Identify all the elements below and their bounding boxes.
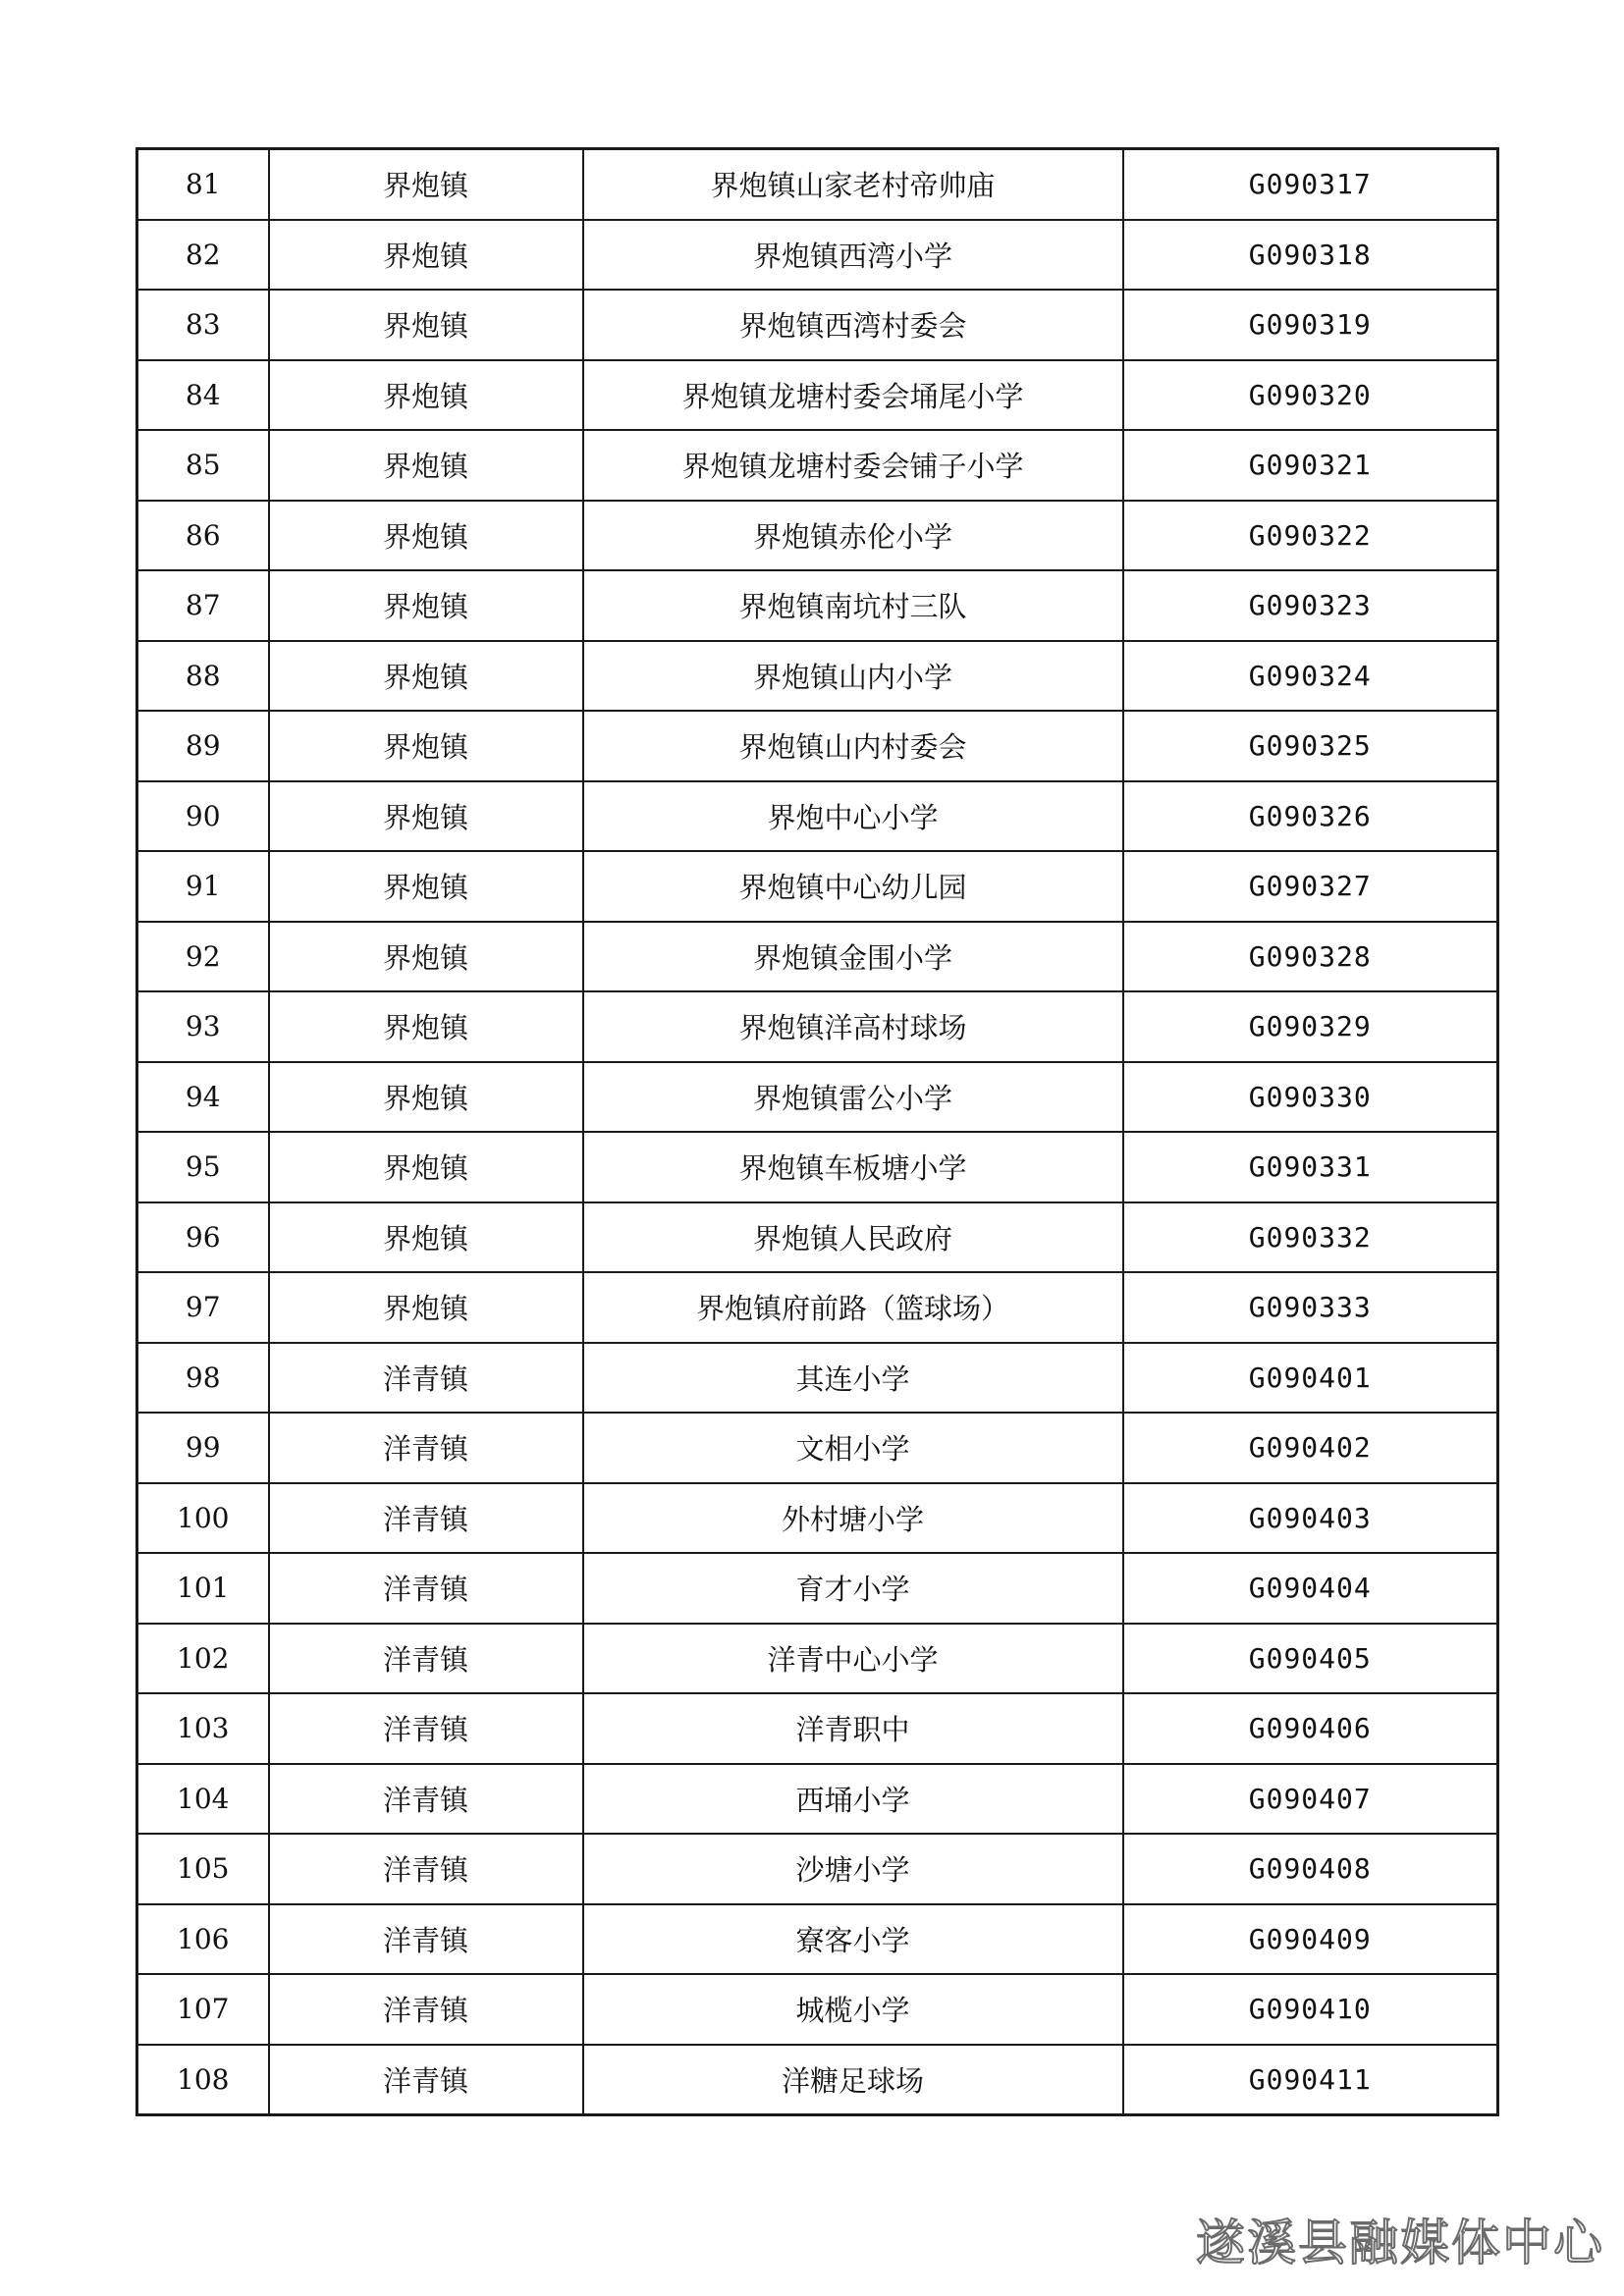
table-row xyxy=(137,2045,1498,2115)
location-cell: 界炮镇山家老村帝帅庙 xyxy=(583,149,1123,220)
table-row xyxy=(137,220,1498,291)
table-body xyxy=(137,149,1498,2115)
watermark-text: 遂溪县融媒体中心 xyxy=(1196,2215,1604,2271)
town-cell: 界炮镇 xyxy=(269,781,583,852)
row-number-cell: 106 xyxy=(137,1904,269,1975)
site-code-cell: G090324 xyxy=(1123,641,1498,712)
location-cell: 界炮镇金围小学 xyxy=(583,922,1123,992)
row-number-cell: 91 xyxy=(137,851,269,922)
site-list-table xyxy=(135,147,1499,2116)
town-cell: 洋青镇 xyxy=(269,1974,583,2045)
row-number-cell: 90 xyxy=(137,781,269,852)
town-cell: 界炮镇 xyxy=(269,1132,583,1202)
table-row xyxy=(137,1132,1498,1202)
site-code-cell: G090317 xyxy=(1123,149,1498,220)
row-number-cell: 101 xyxy=(137,1553,269,1624)
town-cell: 界炮镇 xyxy=(269,851,583,922)
row-number-cell: 86 xyxy=(137,501,269,571)
location-cell: 洋青职中 xyxy=(583,1693,1123,1764)
table-row xyxy=(137,851,1498,922)
row-number-cell: 81 xyxy=(137,149,269,220)
table-row xyxy=(137,570,1498,641)
document-table-container xyxy=(135,147,1496,2116)
site-code-cell: G090404 xyxy=(1123,1553,1498,1624)
row-number-cell: 85 xyxy=(137,430,269,501)
location-cell: 界炮镇人民政府 xyxy=(583,1202,1123,1273)
table-row xyxy=(137,1624,1498,1694)
site-code-cell: G090408 xyxy=(1123,1834,1498,1904)
table-row xyxy=(137,1483,1498,1554)
location-cell: 育才小学 xyxy=(583,1553,1123,1624)
town-cell: 界炮镇 xyxy=(269,220,583,291)
table-row xyxy=(137,290,1498,360)
site-code-cell: G090406 xyxy=(1123,1693,1498,1764)
row-number-cell: 97 xyxy=(137,1272,269,1343)
site-code-cell: G090402 xyxy=(1123,1413,1498,1483)
row-number-cell: 108 xyxy=(137,2045,269,2115)
site-code-cell: G090409 xyxy=(1123,1904,1498,1975)
site-code-cell: G090331 xyxy=(1123,1132,1498,1202)
location-cell: 沙塘小学 xyxy=(583,1834,1123,1904)
site-code-cell: G090321 xyxy=(1123,430,1498,501)
location-cell: 西埇小学 xyxy=(583,1764,1123,1835)
table-row xyxy=(137,430,1498,501)
row-number-cell: 107 xyxy=(137,1974,269,2045)
town-cell: 洋青镇 xyxy=(269,1343,583,1414)
site-code-cell: G090401 xyxy=(1123,1343,1498,1414)
site-code-cell: G090327 xyxy=(1123,851,1498,922)
site-code-cell: G090328 xyxy=(1123,922,1498,992)
row-number-cell: 83 xyxy=(137,290,269,360)
location-cell: 寮客小学 xyxy=(583,1904,1123,1975)
town-cell: 洋青镇 xyxy=(269,2045,583,2115)
location-cell: 界炮镇龙塘村委会埇尾小学 xyxy=(583,360,1123,431)
location-cell: 界炮镇西湾村委会 xyxy=(583,290,1123,360)
row-number-cell: 105 xyxy=(137,1834,269,1904)
town-cell: 界炮镇 xyxy=(269,430,583,501)
row-number-cell: 84 xyxy=(137,360,269,431)
location-cell: 界炮镇雷公小学 xyxy=(583,1062,1123,1133)
row-number-cell: 92 xyxy=(137,922,269,992)
location-cell: 界炮镇山内村委会 xyxy=(583,711,1123,781)
table-row xyxy=(137,1834,1498,1904)
row-number-cell: 82 xyxy=(137,220,269,291)
location-cell: 界炮镇山内小学 xyxy=(583,641,1123,712)
town-cell: 界炮镇 xyxy=(269,501,583,571)
location-cell: 界炮镇赤伦小学 xyxy=(583,501,1123,571)
site-code-cell: G090333 xyxy=(1123,1272,1498,1343)
row-number-cell: 103 xyxy=(137,1693,269,1764)
table-row xyxy=(137,1062,1498,1133)
row-number-cell: 89 xyxy=(137,711,269,781)
row-number-cell: 98 xyxy=(137,1343,269,1414)
town-cell: 洋青镇 xyxy=(269,1624,583,1694)
location-cell: 城榄小学 xyxy=(583,1974,1123,2045)
row-number-cell: 93 xyxy=(137,991,269,1062)
site-code-cell: G090403 xyxy=(1123,1483,1498,1554)
table-row xyxy=(137,501,1498,571)
location-cell: 界炮镇洋高村球场 xyxy=(583,991,1123,1062)
town-cell: 洋青镇 xyxy=(269,1693,583,1764)
table-row xyxy=(137,360,1498,431)
table-row xyxy=(137,1272,1498,1343)
town-cell: 洋青镇 xyxy=(269,1764,583,1835)
location-cell: 文相小学 xyxy=(583,1413,1123,1483)
table-row xyxy=(137,1553,1498,1624)
town-cell: 界炮镇 xyxy=(269,1272,583,1343)
row-number-cell: 96 xyxy=(137,1202,269,1273)
location-cell: 界炮镇南坑村三队 xyxy=(583,570,1123,641)
town-cell: 界炮镇 xyxy=(269,1202,583,1273)
town-cell: 界炮镇 xyxy=(269,149,583,220)
table-row xyxy=(137,991,1498,1062)
table-row xyxy=(137,149,1498,220)
table-row xyxy=(137,1764,1498,1835)
row-number-cell: 102 xyxy=(137,1624,269,1694)
table-row xyxy=(137,641,1498,712)
location-cell: 外村塘小学 xyxy=(583,1483,1123,1554)
table-row xyxy=(137,1693,1498,1764)
row-number-cell: 87 xyxy=(137,570,269,641)
site-code-cell: G090411 xyxy=(1123,2045,1498,2115)
site-code-cell: G090325 xyxy=(1123,711,1498,781)
row-number-cell: 95 xyxy=(137,1132,269,1202)
location-cell: 洋糖足球场 xyxy=(583,2045,1123,2115)
town-cell: 界炮镇 xyxy=(269,991,583,1062)
town-cell: 界炮镇 xyxy=(269,711,583,781)
location-cell: 洋青中心小学 xyxy=(583,1624,1123,1694)
town-cell: 界炮镇 xyxy=(269,922,583,992)
site-code-cell: G090323 xyxy=(1123,570,1498,641)
site-code-cell: G090320 xyxy=(1123,360,1498,431)
row-number-cell: 100 xyxy=(137,1483,269,1554)
location-cell: 界炮镇车板塘小学 xyxy=(583,1132,1123,1202)
row-number-cell: 99 xyxy=(137,1413,269,1483)
town-cell: 界炮镇 xyxy=(269,570,583,641)
site-code-cell: G090410 xyxy=(1123,1974,1498,2045)
location-cell: 界炮镇龙塘村委会铺子小学 xyxy=(583,430,1123,501)
location-cell: 界炮镇中心幼儿园 xyxy=(583,851,1123,922)
table-row xyxy=(137,922,1498,992)
town-cell: 界炮镇 xyxy=(269,360,583,431)
town-cell: 洋青镇 xyxy=(269,1553,583,1624)
town-cell: 界炮镇 xyxy=(269,290,583,360)
table-row xyxy=(137,1343,1498,1414)
location-cell: 界炮镇西湾小学 xyxy=(583,220,1123,291)
site-code-cell: G090332 xyxy=(1123,1202,1498,1273)
table-row xyxy=(137,711,1498,781)
table-row xyxy=(137,1202,1498,1273)
town-cell: 界炮镇 xyxy=(269,1062,583,1133)
site-code-cell: G090322 xyxy=(1123,501,1498,571)
site-code-cell: G090405 xyxy=(1123,1624,1498,1694)
town-cell: 洋青镇 xyxy=(269,1483,583,1554)
table-row xyxy=(137,1413,1498,1483)
table-row xyxy=(137,1974,1498,2045)
location-cell: 界炮镇府前路（篮球场） xyxy=(583,1272,1123,1343)
site-code-cell: G090326 xyxy=(1123,781,1498,852)
site-code-cell: G090319 xyxy=(1123,290,1498,360)
town-cell: 界炮镇 xyxy=(269,641,583,712)
site-code-cell: G090330 xyxy=(1123,1062,1498,1133)
location-cell: 界炮中心小学 xyxy=(583,781,1123,852)
table-row xyxy=(137,1904,1498,1975)
location-cell: 其连小学 xyxy=(583,1343,1123,1414)
row-number-cell: 88 xyxy=(137,641,269,712)
town-cell: 洋青镇 xyxy=(269,1904,583,1975)
table-row xyxy=(137,781,1498,852)
town-cell: 洋青镇 xyxy=(269,1834,583,1904)
town-cell: 洋青镇 xyxy=(269,1413,583,1483)
site-code-cell: G090329 xyxy=(1123,991,1498,1062)
site-code-cell: G090318 xyxy=(1123,220,1498,291)
site-code-cell: G090407 xyxy=(1123,1764,1498,1835)
row-number-cell: 104 xyxy=(137,1764,269,1835)
row-number-cell: 94 xyxy=(137,1062,269,1133)
